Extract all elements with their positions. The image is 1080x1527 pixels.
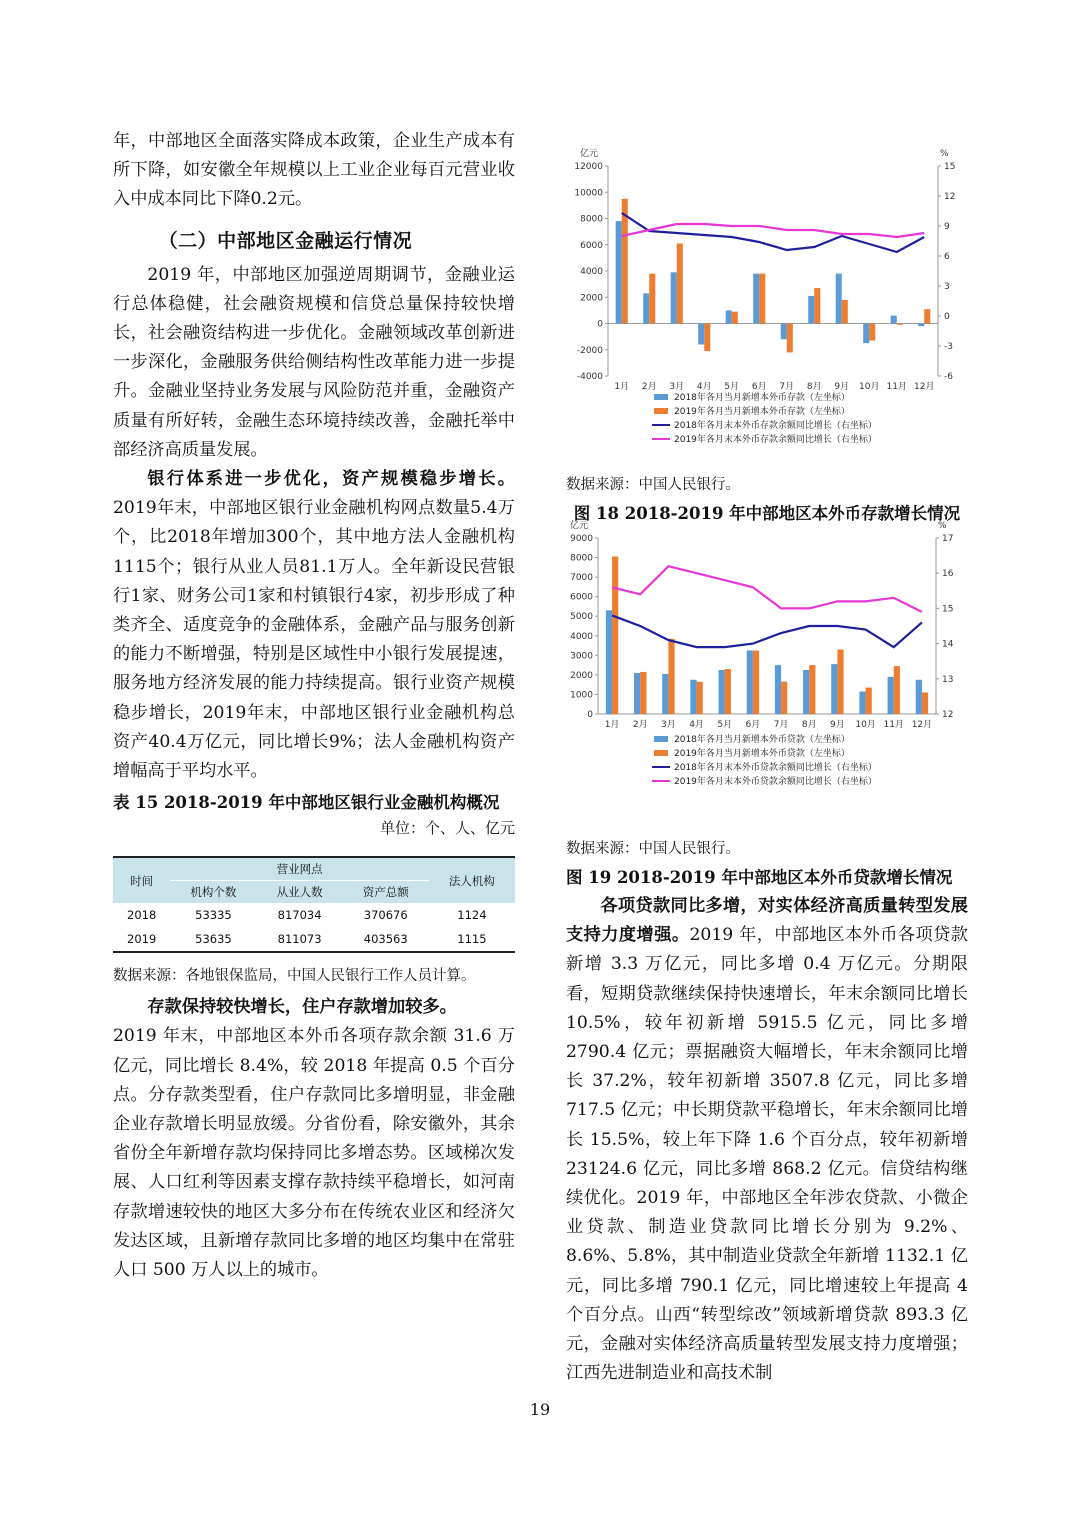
legend-label: 2019年各月当月新增本外币贷款（左坐标） bbox=[674, 749, 850, 759]
cell-count: 53635 bbox=[170, 927, 256, 952]
left-tick-label: 4000 bbox=[580, 267, 603, 277]
bar-2018 bbox=[891, 316, 897, 324]
x-tick-label: 8月 bbox=[806, 382, 822, 392]
bar-2019 bbox=[869, 324, 875, 341]
page-number: 19 bbox=[529, 1400, 551, 1419]
bar-2019 bbox=[814, 288, 820, 323]
bar-2018 bbox=[671, 272, 677, 323]
left-tick-label: 0 bbox=[597, 319, 603, 330]
bar-2018 bbox=[606, 610, 612, 714]
right-tick-label: 14 bbox=[942, 639, 954, 650]
x-tick-label: 1月 bbox=[604, 720, 620, 730]
left-tick-label: -4000 bbox=[576, 372, 603, 382]
right-tick-label: 0 bbox=[944, 312, 950, 322]
bar-2019 bbox=[781, 682, 787, 714]
deposits-body: 2019 年末，中部地区本外币各项存款余额 31.6 万亿元，同比增长 8.4%，较 2018 年提高 0.5 个百分点。分存款类型看，住户存款同比多增明显，非金融企业存款增长明显放缓。分省份看，除安徽外，其余省份全年新增存款均保持同比多增态势。区域梯次发展、人口红利等因素支撑存款持续平稳增长，如河南存款增速较快的地区大多分布在传统农业区和经济欠发达区域，且新增存款同比多增的地区均集中在常驻人口 500 万人以上的城市。 bbox=[113, 1026, 515, 1281]
x-tick-label: 3月 bbox=[661, 720, 676, 730]
x-tick-label: 11月 bbox=[886, 382, 907, 392]
header-legal: 法人机构 bbox=[429, 857, 515, 903]
bar-2019 bbox=[842, 300, 848, 324]
left-tick-label: 5000 bbox=[570, 612, 593, 623]
x-tick-label: 5月 bbox=[724, 382, 740, 392]
bar-2018 bbox=[808, 296, 814, 324]
banking-body: 2019年末，中部地区银行业金融机构网点数量5.4万个，比2018年增加300个，其中地方法人金融机构1115个；银行从业人员81.1万人。全年新设民营银行1家、财务公司1家和村镇银行4家，初步形成了种类齐全、适度竞争的金融体系，金融产品与服务创新的能力不断增强，特别是区域性中小银行发展提速，服务地方经济发展的能力持续提高。银行业资产规模稳步增长，2019年末，中部地区银行业金融机构总资产40.4万亿元，同比增长9%；法人金融机构资产增幅高于平均水平。 bbox=[113, 498, 515, 782]
right-column bbox=[566, 140, 968, 1388]
left-axis-unit: 亿元 bbox=[580, 149, 599, 159]
line-2018 bbox=[622, 213, 925, 252]
x-tick-label: 8月 bbox=[801, 720, 817, 730]
x-tick-label: 11月 bbox=[883, 720, 904, 730]
bar-2019 bbox=[866, 688, 872, 714]
x-tick-label: 3月 bbox=[669, 382, 685, 392]
legend-swatch bbox=[654, 736, 668, 742]
loans-lead: 各项贷款同比多增，对实体经济高质量转型发展支持力度增强。 bbox=[566, 896, 968, 946]
legend-label: 2018年各月当月新增本外币贷款（左坐标） bbox=[674, 735, 850, 745]
legend-label: 2018年各月末本外币贷款余额同比增长（右坐标） bbox=[674, 763, 877, 773]
left-tick-label: 8000 bbox=[580, 214, 603, 225]
paragraph-deposits bbox=[113, 993, 515, 1285]
header-outlets: 营业网点 bbox=[170, 857, 428, 881]
cell-legal: 1124 bbox=[457, 908, 487, 923]
right-axis-unit: % bbox=[940, 149, 949, 159]
bar-2018 bbox=[616, 221, 622, 323]
right-tick-label: 15 bbox=[944, 162, 956, 172]
left-tick-label: 2000 bbox=[570, 670, 593, 681]
bar-2019 bbox=[612, 557, 618, 714]
line-2019 bbox=[612, 566, 922, 612]
bar-2019 bbox=[897, 324, 903, 325]
bar-2019 bbox=[725, 669, 731, 714]
legend-label: 2018年各月末本外币存款余额同比增长（右坐标） bbox=[674, 421, 877, 431]
cell-staff: 817034 bbox=[277, 908, 322, 923]
bar-2018 bbox=[781, 324, 787, 340]
x-tick-label: 6月 bbox=[745, 720, 761, 730]
bar-2018 bbox=[719, 670, 725, 714]
bar-2019 bbox=[697, 682, 703, 714]
left-tick-label: 0 bbox=[587, 710, 593, 720]
right-tick-label: 9 bbox=[944, 222, 950, 232]
bar-2019 bbox=[922, 692, 928, 714]
header-staff: 从业人数 bbox=[257, 881, 343, 904]
bar-2018 bbox=[859, 692, 865, 714]
bar-2019 bbox=[759, 274, 765, 324]
fig18-source: 数据来源：中国人民银行。 bbox=[566, 477, 740, 493]
paragraph-intro: 年，中部地区全面落实降成本政策，企业生产成本有所下降，如安徽全年规模以上工业企业每百元营业收入中成本同比下降0.2元。 bbox=[113, 131, 515, 210]
x-tick-label: 7月 bbox=[779, 382, 795, 392]
x-tick-label: 2月 bbox=[641, 382, 657, 392]
line-2019 bbox=[622, 224, 925, 237]
bar-2019 bbox=[924, 309, 930, 323]
left-tick-label: 3000 bbox=[570, 651, 593, 662]
x-tick-label: 12月 bbox=[914, 382, 935, 392]
bank-institutions-table bbox=[113, 856, 515, 953]
left-column bbox=[113, 127, 515, 1285]
x-tick-label: 6月 bbox=[751, 382, 767, 392]
bar-2019 bbox=[837, 649, 843, 714]
bar-2018 bbox=[753, 274, 759, 324]
right-tick-label: 12 bbox=[944, 192, 956, 202]
header-assets: 资产总额 bbox=[343, 881, 429, 904]
x-tick-label: 12月 bbox=[911, 720, 933, 730]
bar-2018 bbox=[836, 274, 842, 324]
bar-2018 bbox=[863, 324, 869, 344]
left-tick-label: 6000 bbox=[580, 240, 603, 251]
fig19-loan-chart bbox=[566, 521, 968, 824]
line-2018 bbox=[612, 615, 922, 647]
bar-2018 bbox=[775, 665, 781, 714]
right-tick-label: 16 bbox=[942, 569, 954, 580]
bar-2019 bbox=[809, 665, 815, 714]
fig18-caption: 图 18 2018-2019 年中部地区本外币存款增长情况 bbox=[573, 504, 961, 523]
table-unit: 单位：个、人、亿元 bbox=[379, 819, 515, 838]
table-source: 数据来源：各地银保监局，中国人民银行工作人员计算。 bbox=[113, 968, 476, 985]
bar-2019 bbox=[894, 666, 900, 714]
left-tick-label: 2000 bbox=[580, 293, 603, 304]
x-tick-label: 9月 bbox=[830, 720, 845, 730]
header-count: 机构个数 bbox=[170, 881, 256, 904]
cell-legal: 1115 bbox=[429, 927, 515, 952]
table-row bbox=[113, 927, 515, 952]
bar-2018 bbox=[918, 324, 924, 327]
table-caption: 表 15 2018-2019 年中部地区银行业金融机构概况 bbox=[113, 793, 500, 813]
right-axis-unit: % bbox=[938, 521, 947, 531]
bar-2019 bbox=[753, 650, 759, 714]
bar-2018 bbox=[916, 680, 922, 714]
legend-swatch bbox=[654, 408, 668, 414]
left-tick-label: 8000 bbox=[570, 553, 593, 564]
x-tick-label: 1月 bbox=[614, 382, 630, 392]
fig19-caption: 图 19 2018-2019 年中部地区本外币贷款增长情况 bbox=[566, 868, 953, 887]
legend-swatch bbox=[654, 394, 668, 400]
x-tick-label: 2月 bbox=[632, 720, 648, 730]
right-tick-label: -3 bbox=[944, 342, 953, 352]
cell-assets: 370676 bbox=[363, 908, 408, 923]
legend-label: 2019年各月末本外币贷款余额同比增长（右坐标） bbox=[674, 777, 877, 787]
x-tick-label: 9月 bbox=[834, 382, 850, 392]
bar-2019 bbox=[704, 324, 710, 352]
left-tick-label: 7000 bbox=[570, 573, 593, 584]
bar-2018 bbox=[888, 677, 894, 714]
bar-2018 bbox=[831, 664, 837, 714]
left-tick-label: 6000 bbox=[570, 592, 593, 603]
bar-2018 bbox=[634, 673, 640, 714]
paragraph-loans bbox=[566, 892, 968, 1388]
x-tick-label: 4月 bbox=[689, 720, 704, 730]
bar-2019 bbox=[677, 243, 683, 323]
paragraph-banking bbox=[113, 465, 515, 786]
left-tick-label: 4000 bbox=[570, 631, 593, 642]
x-tick-label: 5月 bbox=[717, 720, 733, 730]
right-tick-label: 13 bbox=[942, 674, 954, 685]
bar-2018 bbox=[747, 650, 753, 714]
x-tick-label: 4月 bbox=[696, 382, 712, 392]
fig19-source: 数据来源：中国人民银行。 bbox=[566, 841, 740, 857]
left-tick-label: 9000 bbox=[570, 534, 593, 544]
section-title: （二）中部地区金融运行情况 bbox=[158, 229, 413, 252]
right-tick-label: 17 bbox=[942, 534, 954, 544]
bar-2018 bbox=[690, 680, 696, 714]
paragraph-finance: 2019 年，中部地区加强逆周期调节，金融业运行总体稳健，社会融资规模和信贷总量保持较快增长，社会融资结构进一步优化。金融领域改革创新进一步深化，金融服务供给侧结构性改革能力进一步提升。金融业坚持业务发展与风险防范并重，金融资产质量有所好转，金融生态环境持续改善，金融托举中部经济高质量发展。 bbox=[113, 264, 515, 460]
x-tick-label: 10月 bbox=[859, 382, 880, 392]
bar-2019 bbox=[640, 672, 646, 714]
right-tick-label: 6 bbox=[944, 252, 950, 262]
bar-2018 bbox=[698, 324, 704, 345]
left-tick-label: 1000 bbox=[570, 690, 593, 701]
cell-assets: 403563 bbox=[343, 927, 429, 952]
table-row bbox=[113, 903, 515, 927]
legend-label: 2019年各月末本外币存款余额同比增长（右坐标） bbox=[674, 435, 877, 445]
cell-year: 2018 bbox=[127, 908, 157, 923]
x-tick-label: 10月 bbox=[855, 720, 876, 730]
bar-2019 bbox=[649, 274, 655, 324]
x-tick-label: 7月 bbox=[773, 720, 789, 730]
bar-2018 bbox=[643, 293, 649, 323]
loans-body: 2019 年，中部地区本外币各项贷款新增 3.3 万亿元，同比多增 0.4 万亿元。分期限看，短期贷款继续保持快速增长，年末余额同比增长 10.5%，较年初新增 5915.5 亿元，同比多增 2790.4 亿元；票据融资大幅增长，年末余额同比增长 37.2%，较年初新增 3507.8 亿元，同比多增 717.5 亿元；中长期贷款平稳增长，年末余额同比增长 15.5%，较上年下降 1.6 个百分点，较年初新增 23124.6 亿元，同比多增 868.2 亿元。信贷结构继续优化。2019 年，中部地区全年涉农贷款、小微企业贷款、制造业贷款同比增长分别为 9.2%、8.6%、5.8%，其中制造业贷款全年新增 1132.1 亿元，同比多增 790.1 亿元，同比增速较上年提高 4 个百分点。山西“转型综改”领域新增贷款 893.3 亿元，金融对实体经济高质量转型发展支持力度增强；江西先进制造业和高技术制 bbox=[566, 925, 968, 1384]
banking-lead: 银行体系进一步优化，资产规模稳步增长。 bbox=[147, 469, 515, 490]
bar-2018 bbox=[662, 674, 668, 714]
cell-staff: 811073 bbox=[257, 927, 343, 952]
right-tick-label: -6 bbox=[944, 372, 953, 382]
bar-2018 bbox=[803, 670, 809, 714]
cell-year: 2019 bbox=[113, 927, 170, 952]
bar-2019 bbox=[732, 312, 738, 324]
legend-label: 2018年各月当月新增本外币存款（左坐标） bbox=[674, 393, 850, 403]
cell-count: 53335 bbox=[195, 908, 232, 923]
left-tick-label: -2000 bbox=[576, 345, 603, 356]
left-tick-label: 12000 bbox=[574, 162, 603, 172]
left-tick-label: 10000 bbox=[574, 188, 603, 199]
right-tick-label: 3 bbox=[944, 282, 950, 292]
right-tick-label: 12 bbox=[942, 710, 954, 720]
bar-2018 bbox=[726, 310, 732, 323]
right-tick-label: 15 bbox=[942, 604, 954, 615]
left-axis-unit: 亿元 bbox=[570, 521, 589, 531]
header-time: 时间 bbox=[113, 857, 170, 903]
fig18-deposit-chart bbox=[566, 140, 968, 460]
deposits-lead: 存款保持较快增长，住户存款增加较多。 bbox=[147, 997, 457, 1018]
legend-swatch bbox=[654, 750, 668, 756]
legend-label: 2019年各月当月新增本外币存款（左坐标） bbox=[674, 407, 850, 417]
bar-2019 bbox=[668, 639, 674, 714]
bar-2019 bbox=[787, 324, 793, 353]
